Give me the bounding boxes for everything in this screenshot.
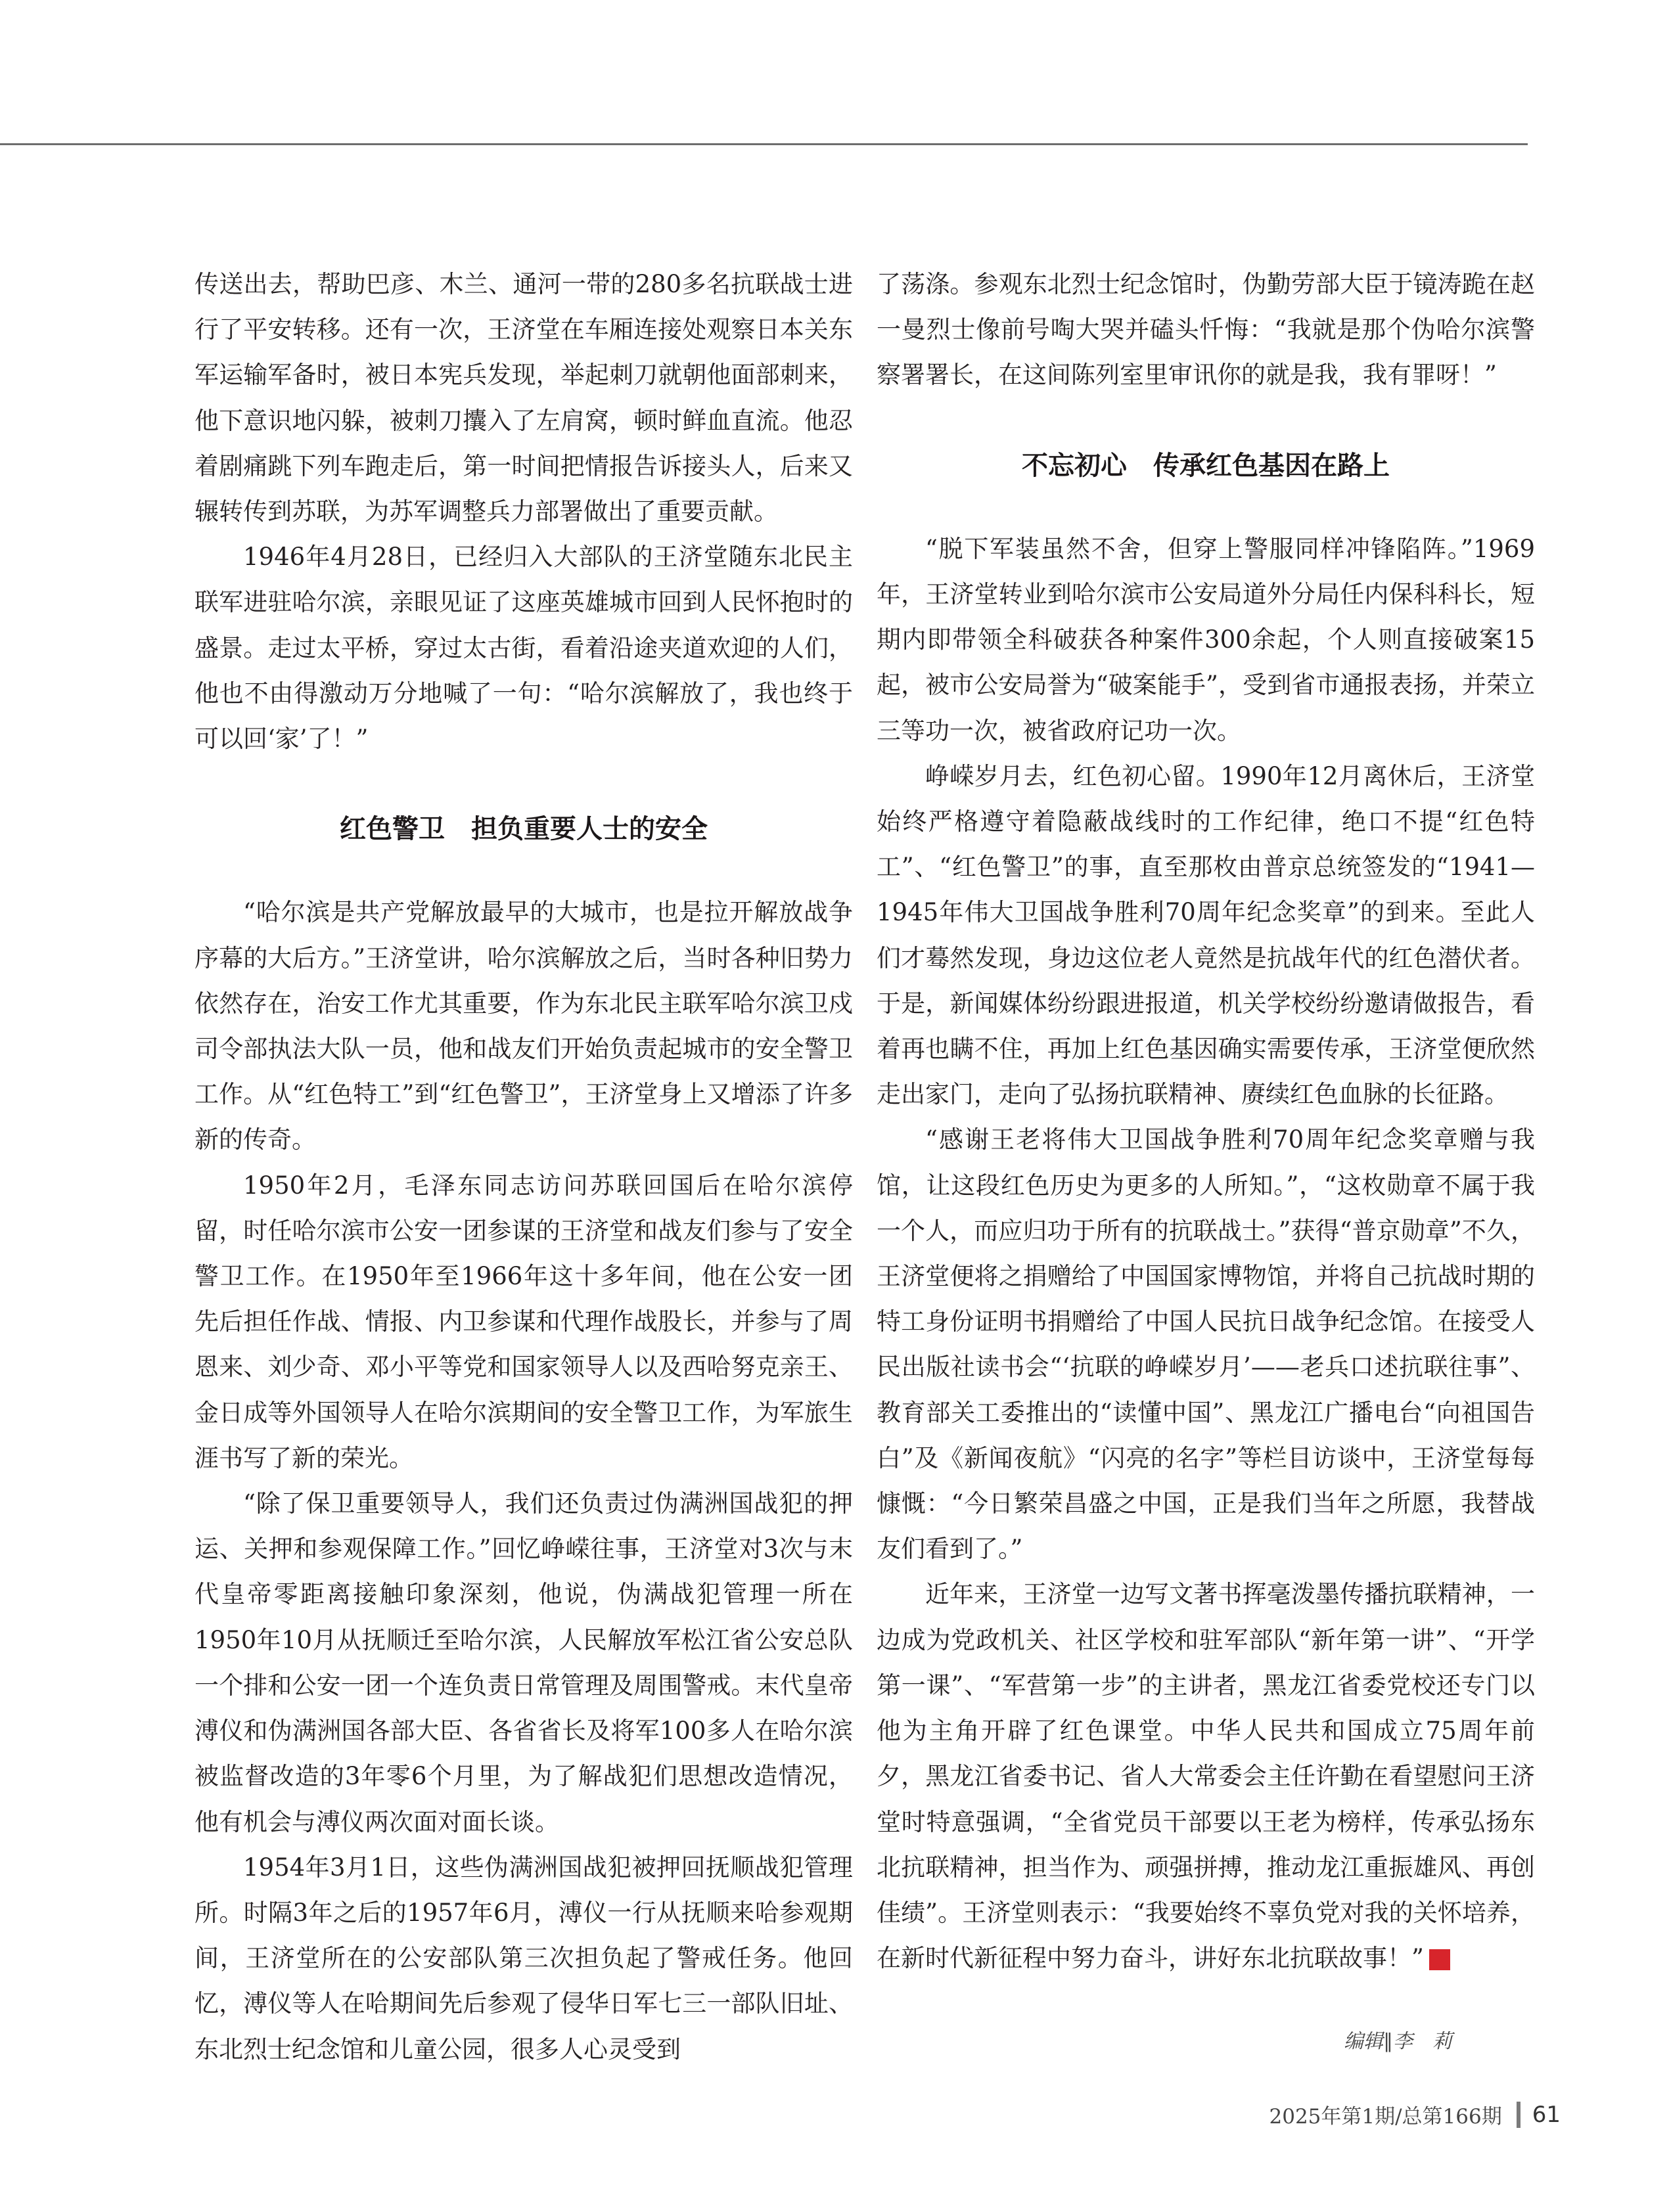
paragraph-text: 近年来，王济堂一边写文著书挥毫泼墨传播抗联精神，一边成为党政机关、社区学校和驻军部队“新年第一讲”、“开学第一课”、“军营第一步”的主讲者，黑龙江省委党校还专门以他为主角开辟了红色课堂。中华人民共和国成立75周年前夕，黑龙江省委书记、省人大常委会主任许勤在看望慰问王济堂时特意强调，“全省党员干部要以王老为榜样，传承弘扬东北抗联精神，担当作为、顽强拼搏，推动龙江重振雄风、再创佳绩”。王济堂则表示：“我要始终不辜负党对我的关怀培养，在新时代新征程中努力奋斗，讲好东北抗联故事！”: [877, 1580, 1535, 1973]
issue-info: 2025年第1期/总第166期: [1269, 2105, 1502, 2129]
left-column: [194, 261, 853, 2072]
paragraph: 1950年2月，毛泽东同志访问苏联回国后在哈尔滨停留，时任哈尔滨市公安一团参谋的王济堂和战友们参与了安全警卫工作。在1950年至1966年这十多年间，他在公安一团先后担任作战、情报、内卫参谋和代理作战股长，并参与了周恩来、刘少奇、邓小平等党和国家领导人以及西哈努克亲王、金日成等外国领导人在哈尔滨期间的安全警卫工作，为军旅生涯书写了新的荣光。: [194, 1171, 853, 1472]
paragraph: 1946年4月28日，已经归入大部队的王济堂随东北民主联军进驻哈尔滨，亲眼见证了这座英雄城市回到人民怀抱时的盛景。走过太平桥，穿过太古街，看着沿途夹道欢迎的人们，他也不由得激动万分地喊了一句：“哈尔滨解放了，我也终于可以回‘家’了！”: [194, 543, 853, 754]
paragraph: “感谢王老将伟大卫国战争胜利70周年纪念奖章赠与我馆，让这段红色历史为更多的人所知。”，“这枚勋章不属于我一个人，而应归功于所有的抗联战士。”获得“普京勋章”不久，王济堂便将之捐赠给了中国国家博物馆，并将自己抗战时期的特工身份证明书捐赠给了中国人民抗日战争纪念馆。在接受人民出版社读书会“‘抗联的峥嵘岁月’——老兵口述抗联往事”、教育部关工委推出的“读懂中国”、黑龙江广播电台“向祖国告白”及《新闻夜航》“闪亮的名字”等栏目访谈中，王济堂每每慷慨：“今日繁荣昌盛之中国，正是我们当年之所愿，我替战友们看到了。”: [877, 1125, 1535, 1564]
paragraph: 峥嵘岁月去，红色初心留。1990年12月离休后，王济堂始终严格遵守着隐蔽战线时的工作纪律，绝口不提“红色特工”、“红色警卫”的事，直至那枚由普京总统签发的“1941—1945年伟大卫国战争胜利70周年纪念奖章”的到来。至此人们才蓦然发现，身边这位老人竟然是抗战年代的红色潜伏者。于是，新闻媒体纷纷跟进报道，机关学校纷纷邀请做报告，看着再也瞒不住，再加上红色基因确实需要传承，王济堂便欣然走出家门，走向了弘扬抗联精神、赓续红色血脉的长征路。: [877, 761, 1535, 1109]
end-mark-icon: G: [1429, 1949, 1450, 1970]
paragraph: 1954年3月1日，这些伪满洲国战犯被押回抚顺战犯管理所。时隔3年之后的1957年6月，溥仪一行从抚顺来哈参观期间，王济堂所在的公安部队第三次担负起了警戒任务。他回忆，溥仪等人在哈期间先后参观了侵华日军七三一部队旧址、东北烈士纪念馆和儿童公园，很多人心灵受到: [194, 1853, 853, 2064]
paragraph: “脱下军装虽然不舍，但穿上警服同样冲锋陷阵。”1969年，王济堂转业到哈尔滨市公安局道外分局任内保科科长，短期内即带领全科破获各种案件300余起，个人则直接破案15起，被市公安局誉为“破案能手”，受到省市通报表扬，并荣立三等功一次，被省政府记功一次。: [877, 534, 1535, 745]
editor-credit: 编辑∥李 莉: [1344, 2030, 1452, 2053]
paragraph: “哈尔滨是共产党解放最早的大城市，也是拉开解放战争序幕的大后方。”王济堂讲，哈尔滨解放之后，当时各种旧势力依然存在，治安工作尤其重要，作为东北民主联军哈尔滨卫戍司令部执法大队一员，他和战友们开始负责起城市的安全警卫工作。从“红色特工”到“红色警卫”，王济堂身上又增添了许多新的传奇。: [194, 898, 853, 1154]
section-heading: 红色警卫 担负重要人士的安全: [340, 814, 708, 845]
paragraph: 了荡涤。参观东北烈士纪念馆时，伪勤劳部大臣于镜涛跪在赵一曼烈士像前号啕大哭并磕头忏悔：“我就是那个伪哈尔滨警察署署长，在这间陈列室里审讯你的就是我，我有罪呀！”: [877, 270, 1535, 390]
page-footer: [1269, 2100, 1561, 2129]
paragraph-final: [877, 1571, 1535, 1981]
page-number: 61: [1532, 2101, 1561, 2128]
header-rule: [0, 143, 1528, 145]
section-heading: 不忘初心 传承红色基因在路上: [1022, 450, 1390, 481]
paragraph: “除了保卫重要领导人，我们还负责过伪满洲国战犯的押运、关押和参观保障工作。”回忆峥嵘往事，王济堂对3次与末代皇帝零距离接触印象深刻，他说，伪满战犯管理一所在1950年10月从抚顺迁至哈尔滨，人民解放军松江省公安总队一个排和公安一团一个连负责日常管理及周围警戒。末代皇帝溥仪和伪满洲国各部大臣、各省省长及将军100多人在哈尔滨被监督改造的3年零6个月里，为了解战犯们思想改造情况，他有机会与溥仪两次面对面长谈。: [194, 1489, 853, 1836]
paragraph: 传送出去，帮助巴彦、木兰、通河一带的280多名抗联战士进行了平安转移。还有一次，王济堂在车厢连接处观察日本关东军运输军备时，被日本宪兵发现，举起刺刀就朝他面部刺来，他下意识地闪躲，被刺刀攮入了左肩窝，顿时鲜血直流。他忍着剧痛跳下列车跑走后，第一时间把情报告诉接头人，后来又辗转传到苏联，为苏军调整兵力部署做出了重要贡献。: [194, 270, 853, 526]
right-column: [877, 261, 1535, 1981]
footer-divider: [1517, 2102, 1520, 2128]
